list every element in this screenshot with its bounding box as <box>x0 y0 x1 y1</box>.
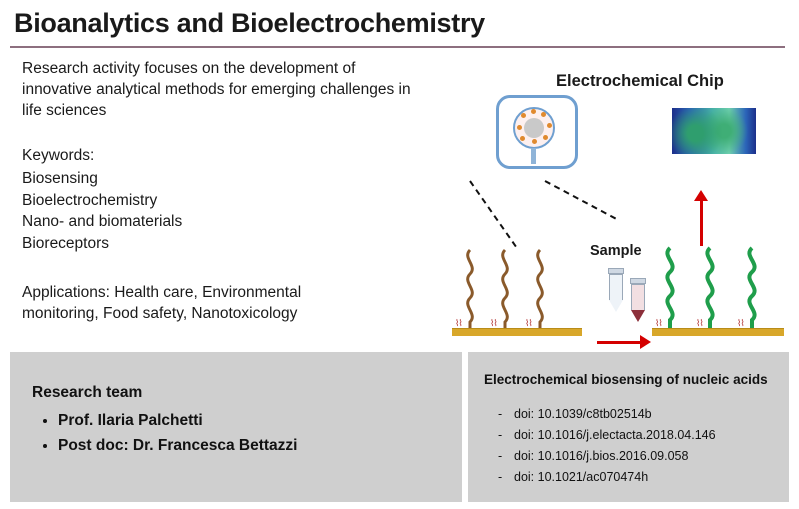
references-list <box>490 404 716 488</box>
callout-line-right <box>545 180 617 219</box>
title-divider <box>10 46 785 48</box>
chip-contact-dot <box>541 112 546 117</box>
ssdna-probe-strand <box>461 248 477 330</box>
reference-item: - doi: 10.1016/j.bios.2016.09.058 <box>514 446 716 467</box>
chip-contact-dot <box>543 135 548 140</box>
dsdna-duplex-strand <box>660 246 676 330</box>
tube-body <box>609 274 623 300</box>
research-team-heading: Research team <box>32 384 143 401</box>
team-member: • Post doc: Dr. Francesca Bettazzi <box>58 433 297 458</box>
keyword-item: Bioreceptors <box>22 234 110 252</box>
sample-tube-clear <box>608 268 624 312</box>
dsdna-duplex-strand <box>742 246 758 330</box>
tube-tip <box>609 300 623 312</box>
keyword-item: Biosensing <box>22 170 98 187</box>
keyword-item: Bioelectrochemistry <box>22 191 158 209</box>
chip-contact-dot <box>547 123 552 128</box>
intro-text: Research activity focuses on the development of innovative analytical methods for emerging challenges in life sciences <box>22 60 411 119</box>
sample-label: Sample <box>590 243 642 259</box>
thiol-linker-left: ⌇⌇ <box>525 318 532 328</box>
reference-item: - doi: 10.1016/j.electacta.2018.04.146 <box>514 425 716 446</box>
callout-line-left <box>469 180 517 247</box>
reference-item: - doi: 10.1039/c8tb02514b <box>514 404 716 425</box>
readout-arrow-head <box>694 190 708 201</box>
chip-contact-dot <box>521 113 526 118</box>
thiol-linker-left: ⌇⌇ <box>490 318 497 328</box>
chip-working-electrode <box>524 118 544 138</box>
team-member: • Prof. Ilaria Palchetti <box>58 408 297 433</box>
thiol-linker-right: ⌇⌇ <box>696 318 703 328</box>
applications-text: Applications: Health care, Environmental monitoring, Food safety, Nanotoxicology <box>22 284 302 322</box>
tube-body <box>631 284 645 310</box>
electrochemical-imaging-heatmap <box>672 108 756 154</box>
chip-contact-dot <box>520 136 525 141</box>
chip-contact-dot <box>517 125 522 130</box>
references-heading: Electrochemical biosensing of nucleic acids <box>484 372 768 387</box>
keyword-item: Nano- and biomaterials <box>22 213 183 230</box>
research-team-list <box>36 408 297 458</box>
chip-connector <box>531 148 536 164</box>
reference-item: - doi: 10.1021/ac070474h <box>514 467 716 488</box>
thiol-linker-left: ⌇⌇ <box>455 318 462 328</box>
chip-contact-dot <box>531 109 536 114</box>
page-title: Bioanalytics and Bioelectrochemistry <box>14 8 485 38</box>
chip-contact-dot <box>532 139 537 144</box>
hybridization-arrow-shaft <box>597 341 641 344</box>
ssdna-probe-strand <box>496 248 512 330</box>
readout-arrow-shaft <box>700 200 703 246</box>
keywords-list <box>22 168 182 254</box>
sample-tube-filled <box>630 278 646 322</box>
chip-caption: Electrochemical Chip <box>556 72 724 90</box>
hybridization-arrow-head <box>640 335 651 349</box>
ssdna-probe-strand <box>531 248 547 330</box>
thiol-linker-right: ⌇⌇ <box>655 318 662 328</box>
tube-tip <box>631 310 645 322</box>
thiol-linker-right: ⌇⌇ <box>737 318 744 328</box>
keywords-heading: Keywords: <box>22 147 95 164</box>
